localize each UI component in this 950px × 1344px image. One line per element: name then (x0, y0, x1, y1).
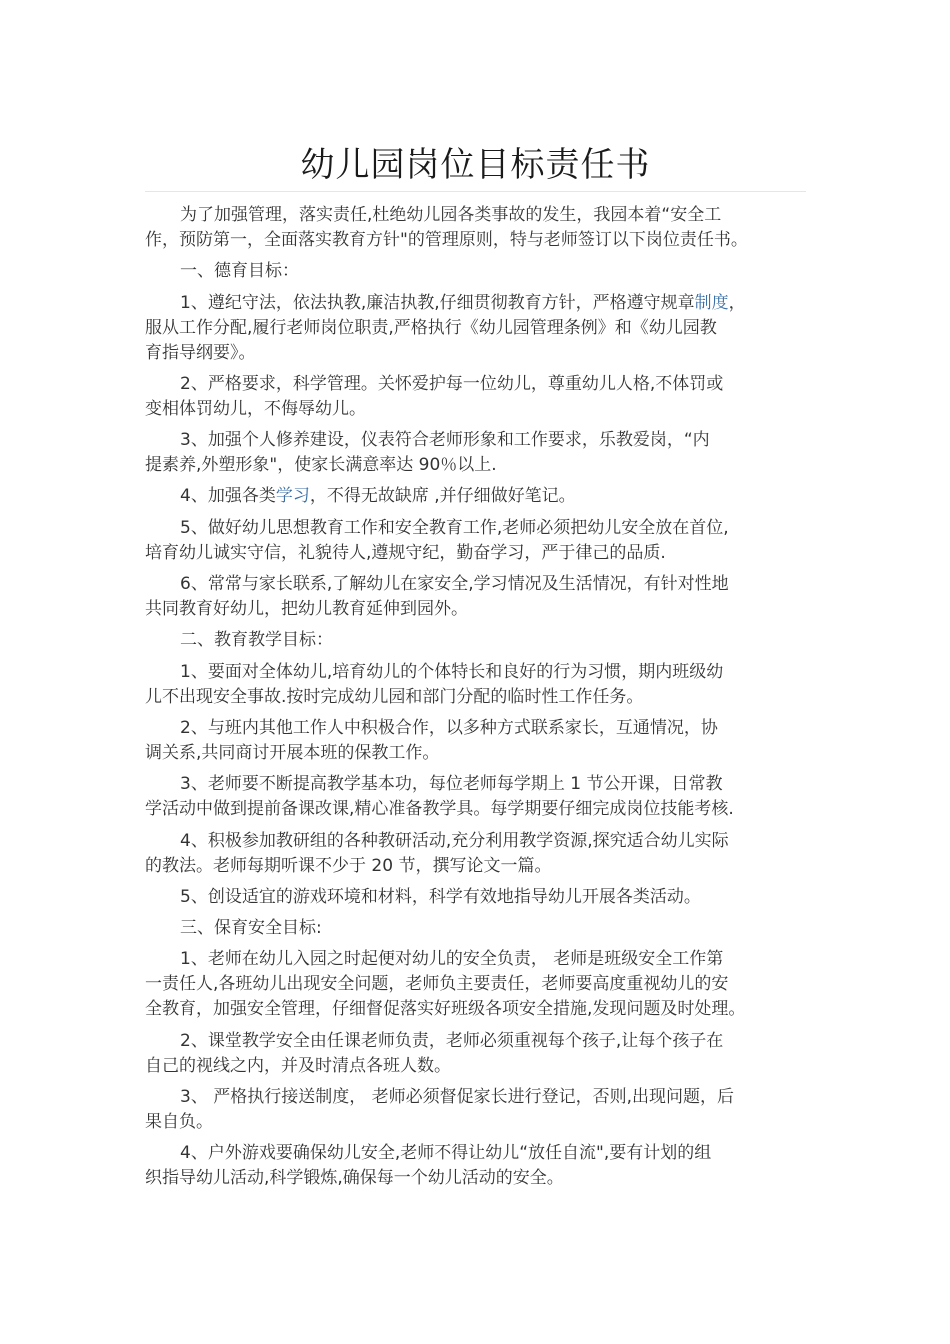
moral-item-4 (145, 484, 813, 509)
link-zhidu[interactable]: 制度 (694, 292, 729, 313)
moral-item-2: 2、严格要求，科学管理。关怀爱护每一位幼儿，尊重幼儿人格,不体罚或 变相体罚幼儿，不侮辱幼儿。 (145, 373, 724, 419)
document-body (145, 203, 813, 1198)
section-heading-safety: 三、保育安全目标: (180, 918, 322, 939)
title-divider (145, 191, 806, 192)
teaching-item-3: 3、老师要不断提高教学基本功，每位老师每学期上 1 节公开课，日常教 学活动中做到提前备课改课,精心准备教学具。每学期要仔细完成岗位技能考核. (145, 774, 734, 820)
section-heading-teaching: 二、教育教学目标： (180, 630, 333, 651)
safety-item-3: 3、 严格执行接送制度， 老师必须督促家长进行登记，否则,出现问题，后 果自负。 (145, 1087, 735, 1133)
moral-item-3: 3、加强个人修养建设，仪表符合老师形象和工作要求，乐教爱岗，“内 提素养,外塑形象"，使家长满意率达 90％以上. (145, 430, 710, 476)
moral-item-4-post: ，不得无故缺席 ,并仔细做好笔记。 (309, 486, 576, 507)
moral-item-1 (145, 291, 813, 366)
intro-paragraph: 为了加强管理，落实责任,杜绝幼儿园各类事故的发生，我园本着“安全工 作，预防第一，全面落实教育方针"的管理原则，特与老师签订以下岗位责任书。 (145, 205, 748, 250)
safety-item-4: 4、户外游戏要确保幼儿安全,老师不得让幼儿“放任自流",要有计划的组 织指导幼儿活动,科学锻炼,确保每一个幼儿活动的安全。 (145, 1143, 712, 1189)
teaching-item-4: 4、积极参加教研组的各种教研活动,充分利用教学资源,探究适合幼儿实际 的教法。老师每期听课不少于 20 节，撰写论文一篇。 (145, 830, 729, 876)
teaching-item-5: 5、创设适宜的游戏环境和材料，科学有效地指导幼儿开展各类活动。 (180, 886, 701, 907)
safety-item-2: 2、课堂教学安全由任课老师负责，老师必须重视每个孩子,让每个孩子在 自己的视线之内，并及时清点各班人数。 (145, 1030, 724, 1076)
moral-item-5: 5、做好幼儿思想教育工作和安全教育工作,老师必须把幼儿安全放在首位, 培育幼儿诚实守信，礼貌待人,遵规守纪，勤奋学习，严于律己的品质. (145, 517, 729, 563)
document-title: 幼儿园岗位目标责任书 (300, 145, 651, 185)
moral-item-1-post: ， 服从工作分配,履行老师岗位职责,严格执行《幼儿园管理条例》和《幼儿园教 育指导纲要》。 (145, 292, 746, 363)
teaching-item-1: 1、要面对全体幼儿,培育幼儿的个体特长和良好的行为习惯，期内班级幼 儿不出现安全事故.按时完成幼儿园和部门分配的临时性工作任务。 (145, 661, 724, 707)
safety-item-1: 1、老师在幼儿入园之时起便对幼儿的安全负责， 老师是班级安全工作第 一责任人,各班幼儿出现安全问题，老师负主要责任，老师要高度重视幼儿的安 全教育，加强安全管理，仔细督促落实好班级各项安全措施,发现问题及时处理。 (145, 949, 746, 1020)
section-heading-moral: 一、德育目标： (180, 261, 299, 282)
teaching-item-2: 2、与班内其他工作人中积极合作，以多种方式联系家长，互通情况，协 调关系,共同商讨开展本班的保教工作。 (145, 717, 718, 763)
moral-item-4-pre: 4、加强各类 (180, 486, 276, 507)
link-xuexi[interactable]: 学习 (275, 486, 310, 507)
moral-item-1-pre: 1、遵纪守法，依法执教,廉洁执教,仔细贯彻教育方针，严格遵守规章 (180, 292, 695, 313)
moral-item-6: 6、常常与家长联系,了解幼儿在家安全,学习情况及生活情况，有针对性地 共同教育好幼儿，把幼儿教育延伸到园外。 (145, 574, 729, 620)
